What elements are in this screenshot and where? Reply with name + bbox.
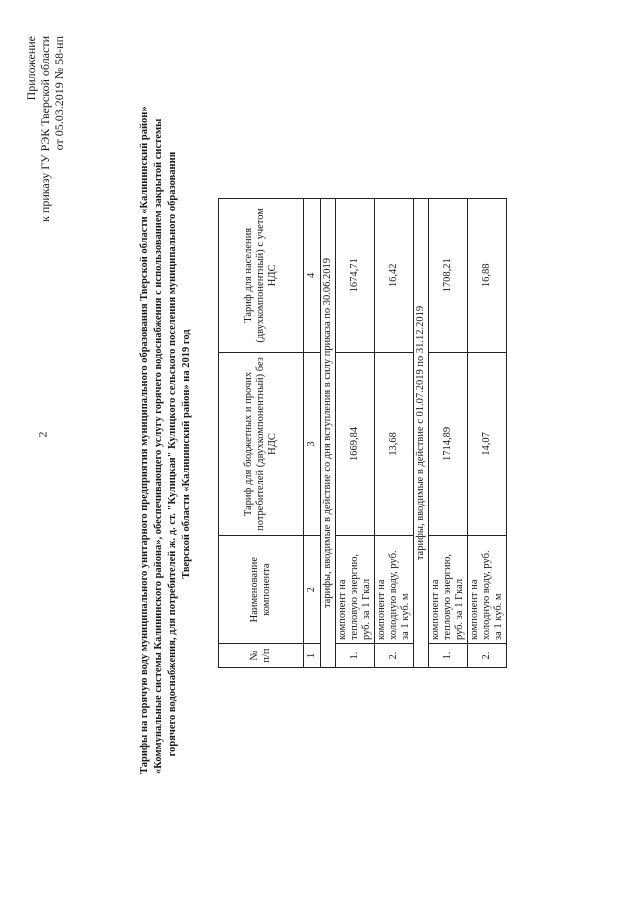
tariff-table (218, 198, 507, 668)
appendix-line-2: к приказу ГУ РЭК Тверской области (38, 36, 52, 222)
title-line-3: горячего водоснабжения, для потребителей ж. д. ст. "Кулицкая" Кулицкого сельского поселения муниципального образования (167, 151, 178, 757)
appendix-line-1: Приложение (24, 36, 38, 101)
row-budget-value: 13,68 (375, 352, 414, 536)
period-label: тарифы, вводимые в действие с 01.07.2019 по 31.12.2019 (414, 199, 429, 668)
header-population-tariff: Тариф для населения (двухкомпонентный) с учетом НДС (219, 199, 304, 353)
table-header-row (219, 199, 304, 668)
header-budget-tariff: Тариф для бюджетных и прочих потребителей (двухкомпонентный) без НДС (219, 352, 304, 536)
row-budget-value: 1669,84 (336, 352, 375, 536)
row-budget-value: 1714,89 (429, 352, 468, 536)
appendix-header (24, 36, 66, 396)
column-number: 3 (304, 352, 321, 536)
column-number-row (304, 199, 321, 668)
row-population-value: 16,88 (468, 199, 507, 353)
title-line-4: Тверской области «Калининский район» на 2019 год (181, 329, 192, 579)
document-title (138, 106, 194, 774)
row-component-name: компонент на холодную воду, руб. за 1 куб. м (375, 536, 414, 644)
page-number: 2 (35, 431, 50, 438)
table-row (468, 199, 507, 668)
period-row (321, 199, 336, 668)
row-number: 1. (429, 644, 468, 668)
appendix-line-3: от 05.03.2019 № 58-нп (52, 36, 66, 151)
title-line-2: «Коммунальные системы Калининского района», обеспечивающего услугу горячего водоснабжения с использованием закрытой системы (153, 118, 164, 774)
row-population-value: 1674,71 (336, 199, 375, 353)
period-row (414, 199, 429, 668)
table-row (336, 199, 375, 668)
header-number: № п/п (219, 644, 304, 668)
row-population-value: 1708,21 (429, 199, 468, 353)
title-line-1: Тарифы на горячую воду муниципального унитарного предприятия муниципального образования Тверской области «Калининский район» (139, 106, 150, 774)
row-population-value: 16,42 (375, 199, 414, 353)
column-number: 1 (304, 644, 321, 668)
row-number: 1. (336, 644, 375, 668)
row-component-name: компонент на холодную воду, руб. за 1 куб. м (468, 536, 507, 644)
row-component-name: компонент на тепловую энергию, руб. за 1 Гкал (429, 536, 468, 644)
row-number: 2. (468, 644, 507, 668)
header-component: Наименование компонента (219, 536, 304, 644)
row-component-name: компонент на тепловую энергию, руб. за 1 Гкал (336, 536, 375, 644)
table-row (375, 199, 414, 668)
column-number: 4 (304, 199, 321, 353)
column-number: 2 (304, 536, 321, 644)
period-label: тарифы, вводимые в действие со дня вступления в силу приказа по 30.06.2019 (321, 199, 336, 668)
table-row (429, 199, 468, 668)
row-budget-value: 14,07 (468, 352, 507, 536)
row-number: 2. (375, 644, 414, 668)
